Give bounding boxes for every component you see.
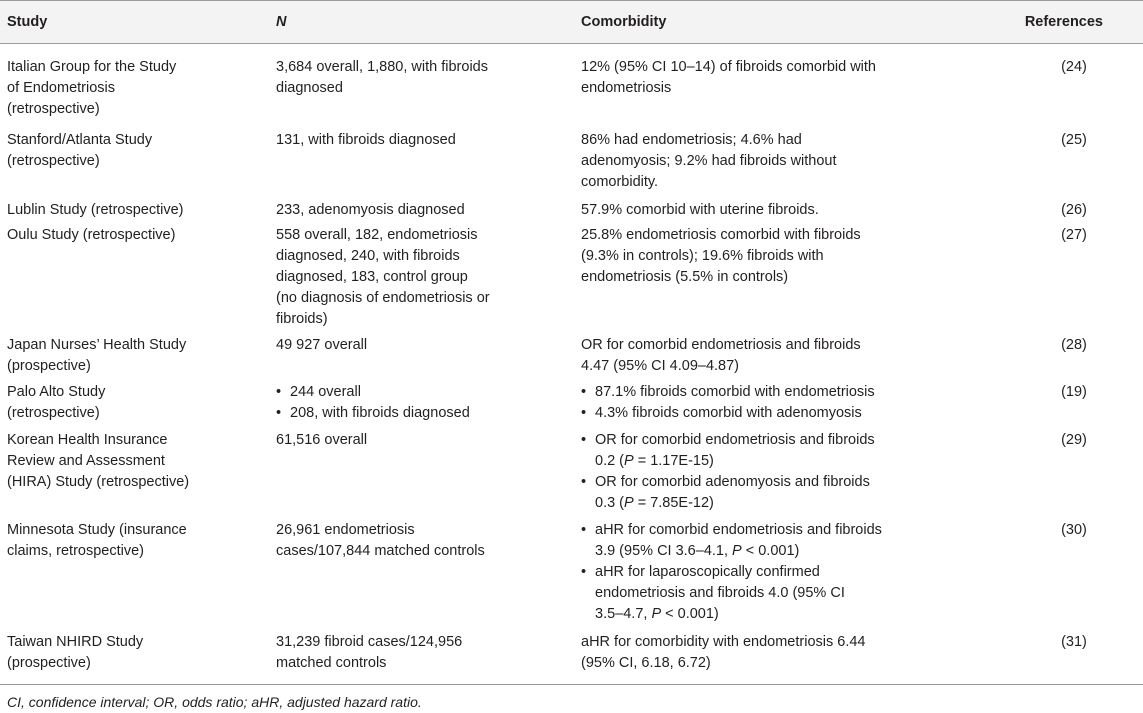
comorbidity-bullet-list bbox=[581, 382, 931, 424]
n-cell: 233, adenomyosis diagnosed bbox=[276, 202, 465, 218]
comorbidity-cell: OR for comorbid endometriosis and fibroids 4.47 (95% CI 4.09–4.87) bbox=[581, 337, 861, 374]
reference-cell: (19) bbox=[1061, 384, 1087, 400]
n-cell: 61,516 overall bbox=[276, 432, 368, 448]
reference-cell: (31) bbox=[1061, 634, 1087, 650]
n-cell: 131, with fibroids diagnosed bbox=[276, 132, 456, 148]
study-cell: Minnesota Study (insurance claims, retrospective) bbox=[7, 522, 187, 559]
study-cell: Italian Group for the Study of Endometriosis (retrospective) bbox=[7, 59, 177, 117]
table-footnote: CI, confidence interval; OR, odds ratio; aHR, adjusted hazard ratio. bbox=[7, 694, 422, 710]
list-item: • OR for comorbid endometriosis and fibroids 0.2 (P = 1.17E-15) bbox=[581, 430, 931, 472]
table-row bbox=[0, 517, 1143, 629]
n-cell: 3,684 overall, 1,880, with fibroids diagnosed bbox=[276, 59, 488, 96]
study-cell: Oulu Study (retrospective) bbox=[7, 227, 176, 243]
list-item: • OR for comorbid adenomyosis and fibroids 0.3 (P = 7.85E-12) bbox=[581, 472, 931, 514]
n-cell: 49 927 overall bbox=[276, 337, 368, 353]
comorbidity-cell: 12% (95% CI 10–14) of fibroids comorbid with endometriosis bbox=[581, 59, 876, 96]
study-cell: Stanford/Atlanta Study (retrospective) bbox=[7, 132, 153, 169]
n-cell bbox=[276, 382, 566, 424]
table-row bbox=[0, 332, 1143, 379]
reference-cell: (30) bbox=[1061, 522, 1087, 538]
comorbidity-cell bbox=[581, 430, 931, 514]
reference-cell: (27) bbox=[1061, 227, 1087, 243]
reference-cell: (29) bbox=[1061, 432, 1087, 448]
study-cell: Taiwan NHIRD Study (prospective) bbox=[7, 634, 144, 671]
table-row bbox=[0, 197, 1143, 222]
comorbidity-cell: 86% had endometriosis; 4.6% had adenomyosis; 9.2% had fibroids without comorbidity. bbox=[581, 132, 837, 190]
table-row bbox=[0, 222, 1143, 332]
n-bullet-list bbox=[276, 382, 566, 424]
reference-cell: (26) bbox=[1061, 202, 1087, 218]
study-cell: Lublin Study (retrospective) bbox=[7, 202, 184, 218]
list-item: • 208, with fibroids diagnosed bbox=[276, 403, 566, 424]
list-item: • 87.1% fibroids comorbid with endometriosis bbox=[581, 382, 931, 403]
study-cell: Korean Health Insurance Review and Assessment (HIRA) Study (retrospective) bbox=[7, 432, 190, 490]
list-item: • 244 overall bbox=[276, 382, 566, 403]
table-header bbox=[0, 0, 1143, 44]
header-comorbidity: Comorbidity bbox=[581, 14, 667, 30]
table-row bbox=[0, 54, 1143, 127]
comorbidity-cell: 57.9% comorbid with uterine fibroids. bbox=[581, 202, 819, 218]
list-item: • 4.3% fibroids comorbid with adenomyosis bbox=[581, 403, 931, 424]
comorbidity-bullet-list bbox=[581, 430, 931, 514]
header-study: Study bbox=[7, 14, 48, 30]
header-n: N bbox=[276, 14, 287, 30]
reference-cell: (28) bbox=[1061, 337, 1087, 353]
header-references: References bbox=[1024, 14, 1103, 30]
comorbidity-cell bbox=[581, 520, 931, 625]
reference-cell: (24) bbox=[1061, 59, 1087, 75]
table-row bbox=[0, 629, 1143, 684]
comorbidity-cell bbox=[581, 382, 931, 424]
comorbidity-bullet-list bbox=[581, 520, 931, 625]
comorbidity-cell: aHR for comorbidity with endometriosis 6.44 (95% CI, 6.18, 6.72) bbox=[581, 634, 866, 671]
table-row bbox=[0, 427, 1143, 517]
table-row bbox=[0, 379, 1143, 427]
comorbidity-cell: 25.8% endometriosis comorbid with fibroids (9.3% in controls); 19.6% fibroids with endometriosis (5.5% in controls) bbox=[581, 227, 861, 285]
n-cell: 31,239 fibroid cases/124,956 matched controls bbox=[276, 634, 463, 671]
reference-cell: (25) bbox=[1061, 132, 1087, 148]
list-item: • aHR for laparoscopically confirmed endometriosis and fibroids 4.0 (95% CI 3.5–4.7, P < 0.001) bbox=[581, 562, 931, 625]
table-row bbox=[0, 127, 1143, 197]
n-cell: 26,961 endometriosis cases/107,844 matched controls bbox=[276, 522, 485, 559]
study-cell: Japan Nurses’ Health Study (prospective) bbox=[7, 337, 187, 374]
n-cell: 558 overall, 182, endometriosis diagnosed, 240, with fibroids diagnosed, 183, control group (no diagnosis of endometriosis or fibroids) bbox=[276, 227, 490, 327]
list-item: • aHR for comorbid endometriosis and fibroids 3.9 (95% CI 3.6–4.1, P < 0.001) bbox=[581, 520, 931, 562]
study-cell: Palo Alto Study (retrospective) bbox=[7, 384, 106, 421]
